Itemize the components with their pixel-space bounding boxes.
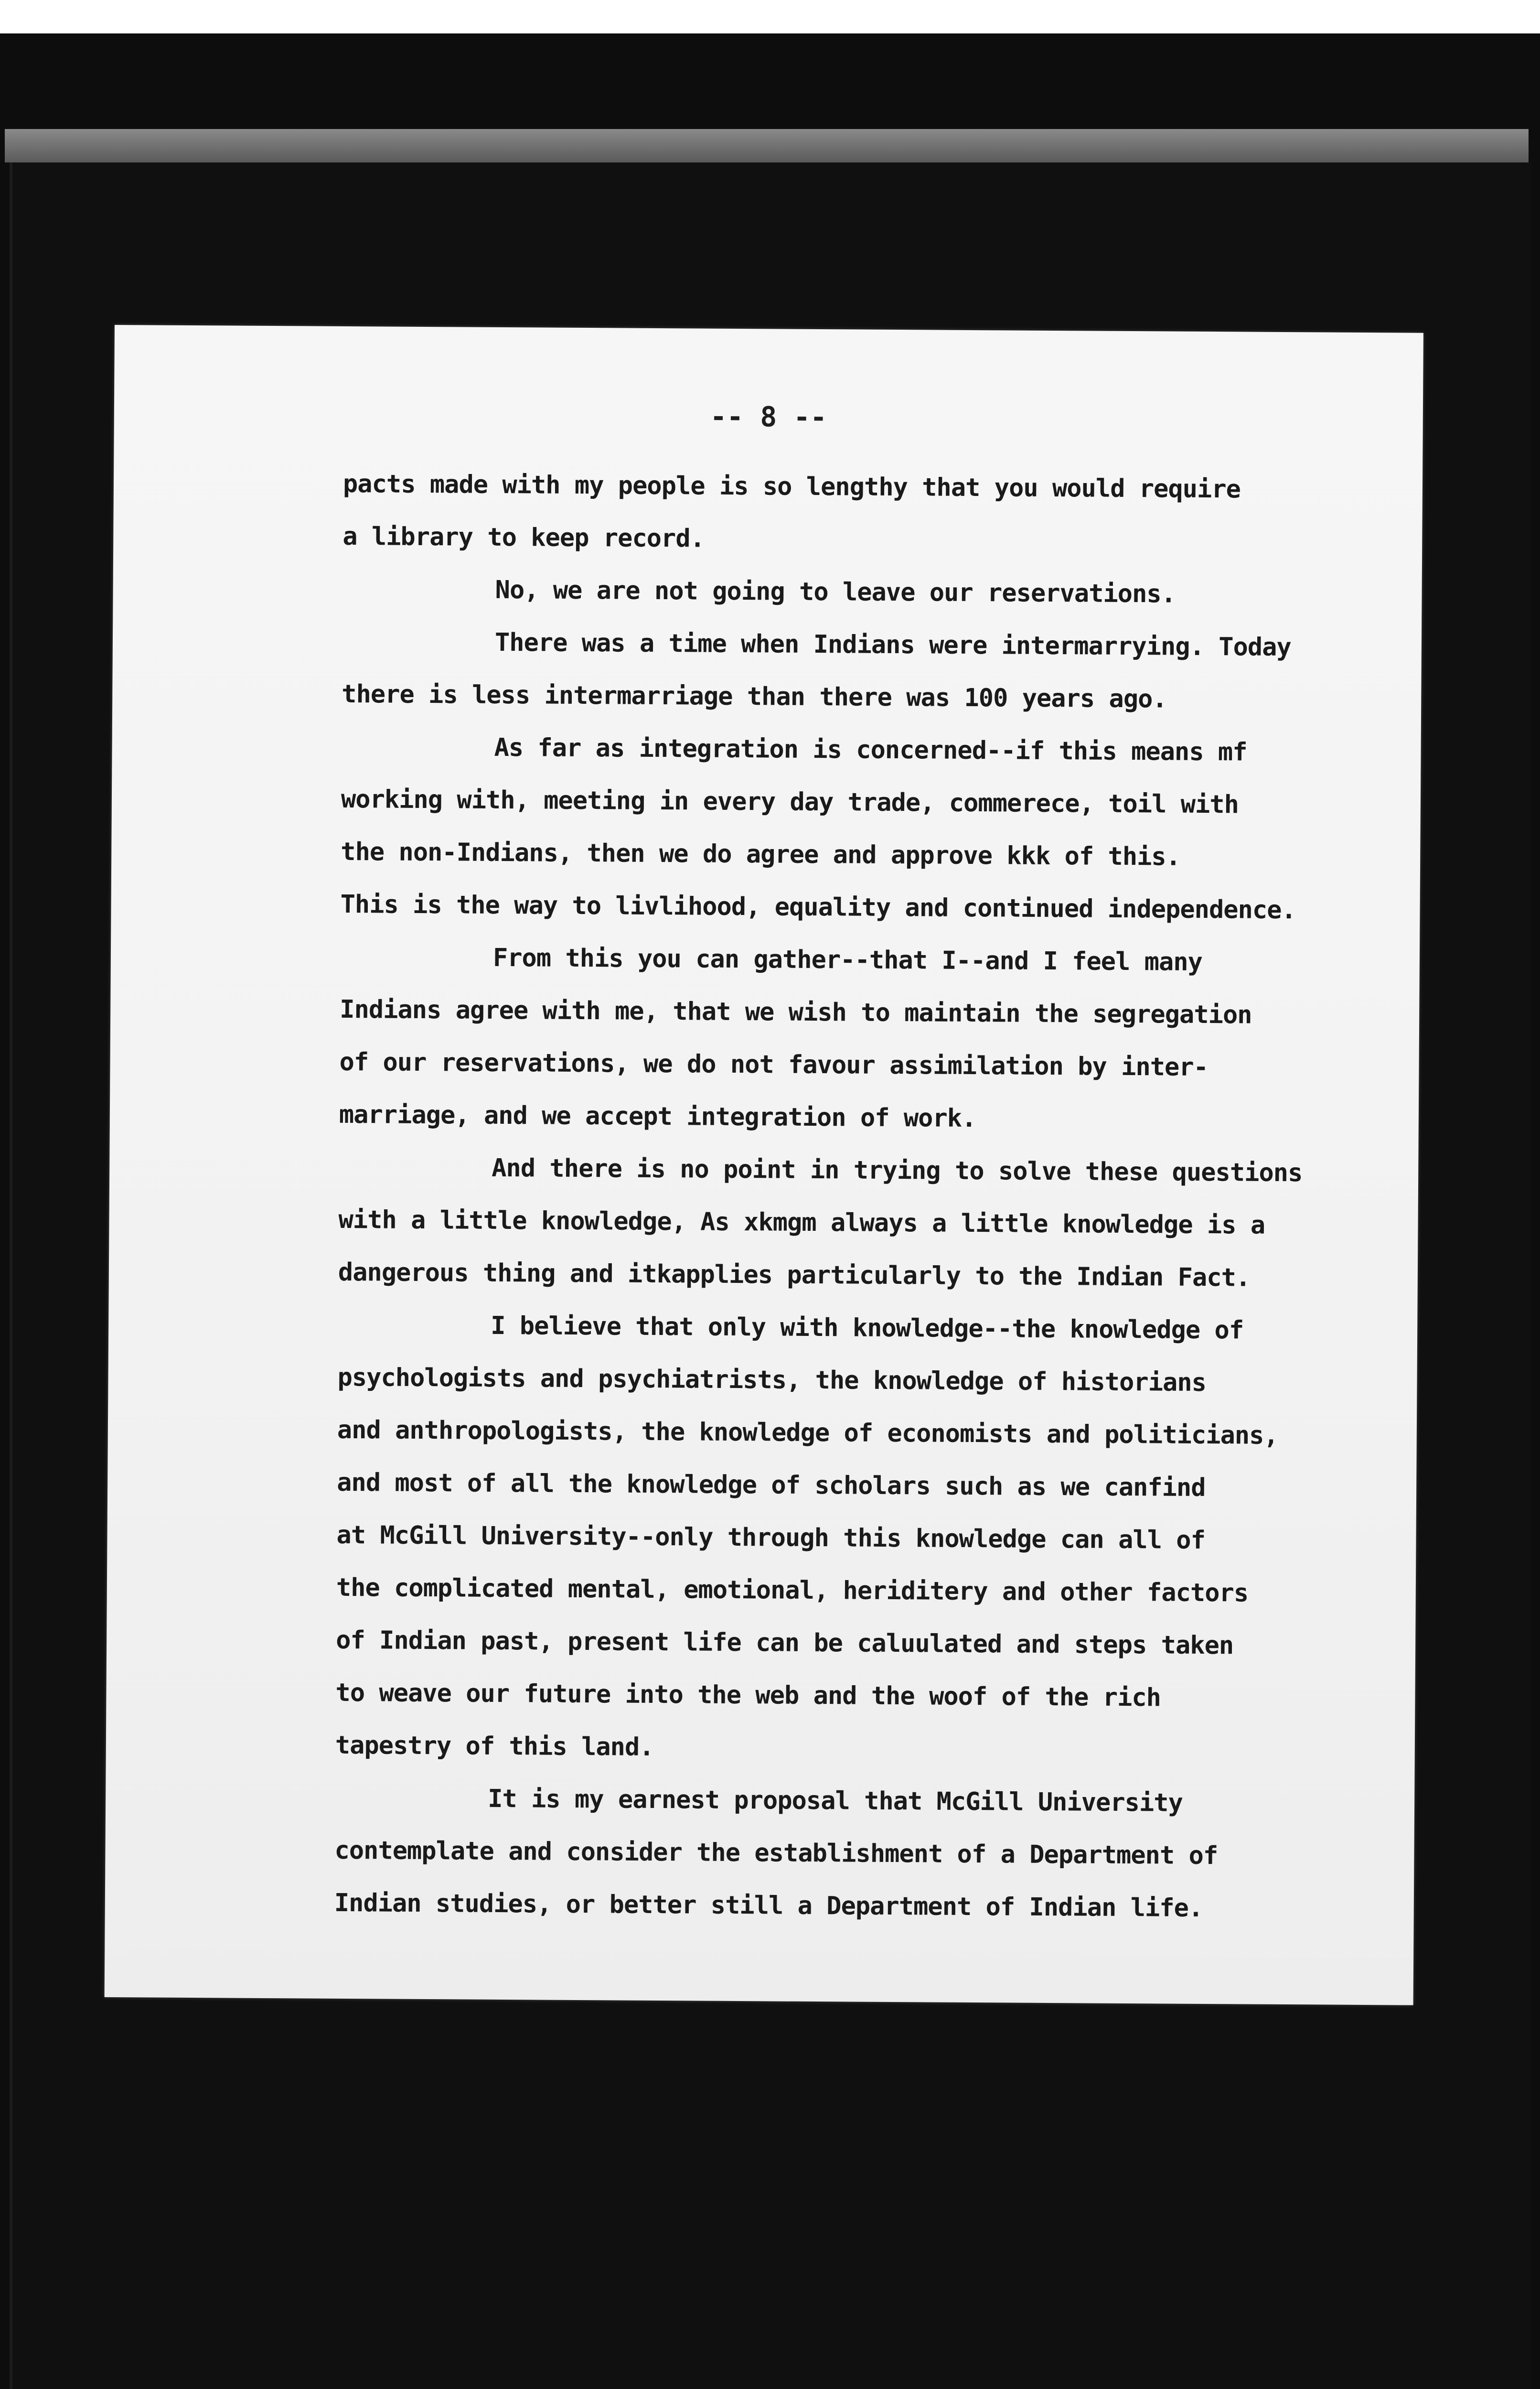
text-line: tapestry of this land. — [335, 1731, 654, 1762]
page-number: -- 8 -- — [710, 400, 827, 434]
text-line: of our reservations, we do not favour assimilation by inter- — [339, 1047, 1208, 1082]
text-line: working with, meeting in every day trade, commerece, toil with — [341, 785, 1239, 819]
text-line: Indian studies, or better still a Department of Indian life. — [334, 1888, 1203, 1923]
text-line: Indians agree with me, that we wish to maintain the segregation — [340, 995, 1252, 1030]
text-line: No, we are not going to leave our reservations. — [495, 575, 1176, 609]
text-line: the complicated mental, emotional, heriditery and other factors — [336, 1573, 1249, 1608]
text-line: contemplate and consider the establishment of a Department of — [334, 1836, 1218, 1871]
typed-page — [105, 325, 1423, 2005]
text-line: dangerous thing and itkapplies particularly to the Indian Fact. — [338, 1258, 1251, 1292]
text-line: As far as integration is concerned--if this means mf — [494, 733, 1247, 767]
text-line: It is my earnest proposal that McGill University — [487, 1784, 1183, 1818]
text-line: I believe that only with knowledge--the knowledge of — [491, 1311, 1244, 1345]
text-line: pacts made with my people is so lengthy that you would require — [342, 469, 1241, 504]
text-line: This is the way to livlihood, equality and continued independence. — [340, 890, 1296, 925]
text-line: there is less intermarriage than there was 100 years ago. — [342, 679, 1167, 714]
text-line: with a little knowledge, As xkmgm always a little knowledge is a — [338, 1205, 1265, 1240]
text-line: marriage, and we accept integration of work. — [339, 1100, 976, 1133]
film-edge-top — [5, 129, 1529, 162]
text-line: And there is no point in trying to solve these questions — [492, 1153, 1303, 1188]
text-line: of Indian past, present life can be caluulated and steps taken — [336, 1625, 1234, 1660]
text-line: There was a time when Indians were intermarrying. Today — [494, 628, 1291, 662]
text-line: the non-Indians, then we do agree and approve kkk of this. — [341, 837, 1181, 872]
text-line: and anthropologists, the knowledge of economists and politicians, — [337, 1415, 1278, 1450]
text-line: a library to keep record. — [342, 522, 705, 553]
text-line: at McGill University--only through this knowledge can all of — [336, 1520, 1206, 1555]
text-line: From this you can gather--that I--and I feel many — [492, 943, 1203, 977]
text-line: and most of all the knowledge of scholars such as we canfind — [337, 1468, 1206, 1502]
text-line: psychologists and psychiatrists, the knowledge of historians — [337, 1363, 1207, 1397]
text-line: to weave our future into the web and the woof of the rich — [335, 1678, 1161, 1712]
